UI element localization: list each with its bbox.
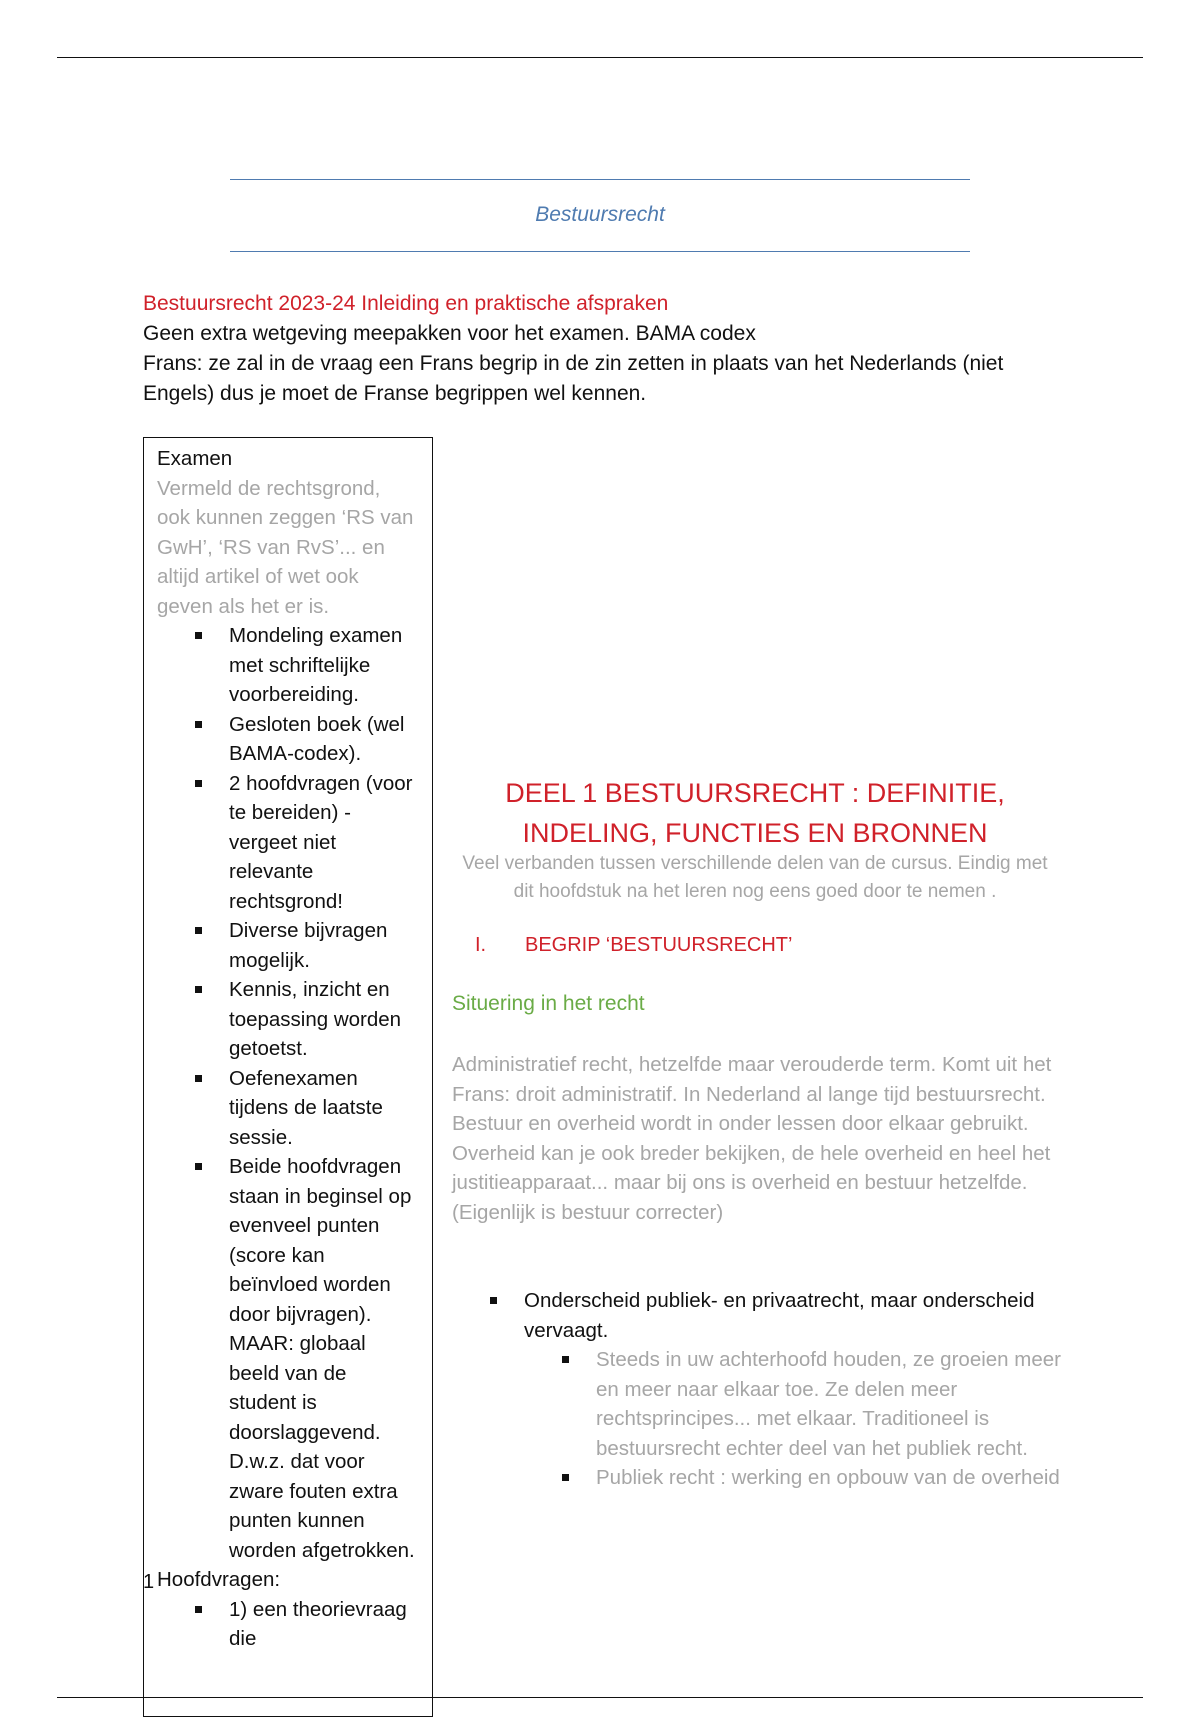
section-heading	[475, 934, 792, 957]
examen-list-item: Oefenexamen tijdens de laatste sessie.	[229, 1064, 418, 1153]
header-rule-top	[230, 179, 970, 180]
examen-list-item: Mondeling examen met schriftelijke voorbereiding.	[229, 621, 418, 710]
situering-paragraph-1: Administratief recht, hetzelfde maar verouderde term. Komt uit het Frans: droit administratif. In Nederland al lange tijd bestuursrecht.	[452, 1053, 1052, 1106]
examen-note: Vermeld de rechtsgrond, ook kunnen zeggen ‘RS van GwH’, ‘RS van RvS’... en altijd artikel of wet ook geven als het er is.	[157, 476, 414, 618]
examen-list-item: Beide hoofdvragen staan in beginsel op evenveel punten (score kan beïnvloed worden door bijvragen). MAAR: globaal beeld van de student is doorslaggevend. D.w.z. dat voor zware fouten extra punten kunnen worden afgetrokken.	[229, 1152, 418, 1565]
hoofdvragen-list	[157, 1595, 418, 1654]
examen-list-item: Kennis, inzicht en toepassing worden getoetst.	[229, 975, 418, 1064]
examen-list-item: Gesloten boek (wel BAMA-codex).	[229, 710, 418, 769]
onderscheid-item	[524, 1286, 1064, 1493]
section-title: BEGRIP ‘BESTUURSRECHT’	[525, 934, 793, 956]
subsection-heading: Situering in het recht	[452, 992, 645, 1015]
onderscheid-list	[452, 1286, 1064, 1493]
intro-heading: Bestuursrecht 2023-24 Inleiding en praktische afspraken	[143, 292, 669, 315]
onderscheid-subitem: Publiek recht : werking en opbouw van de overheid	[596, 1463, 1064, 1493]
document-header-title: Bestuursrecht	[535, 203, 665, 226]
page-bottom-rule	[57, 1697, 1143, 1698]
intro-line-2: Frans: ze zal in de vraag een Frans begrip in de zin zetten in plaats van het Nederlands (niet Engels) dus je moet de Franse begrippen wel kennen.	[143, 352, 1004, 405]
part-subtitle: Veel verbanden tussen verschillende delen van de cursus. Eindig met dit hoofdstuk na het leren nog eens goed door te nemen .	[462, 853, 1048, 902]
onderscheid-sub-list	[524, 1345, 1064, 1493]
examen-list-item: 2 hoofdvragen (voor te bereiden) - vergeet niet relevante rechtsgrond!	[229, 769, 418, 917]
hoofdvragen-list-item: 1) een theorievraag die	[229, 1595, 418, 1654]
onderscheid-subitem: Steeds in uw achterhoofd houden, ze groeien meer en meer naar elkaar toe. Ze delen meer rechtsprincipes... met elkaar. Traditioneel is bestuursrecht echter deel van het publiek recht.	[596, 1345, 1064, 1463]
intro-line-1: Geen extra wetgeving meepakken voor het examen. BAMA codex	[143, 322, 756, 345]
onderscheid-outer-list	[452, 1286, 1064, 1493]
page-top-rule	[57, 57, 1143, 58]
situering-paragraph-2: Bestuur en overheid wordt in onder lessen door elkaar gebruikt. Overheid kan je ook breder bekijken, de hele overheid en heel het justitieapparaat... maar bij ons is overheid en bestuur hetzelfde. (Eigenlijk is bestuur correcter)	[452, 1112, 1051, 1224]
page-number: 1	[143, 1571, 155, 1593]
examen-box	[143, 437, 433, 1717]
onderscheid-item-text: Onderscheid publiek- en privaatrecht, maar onderscheid vervaagt.	[524, 1289, 1035, 1342]
examen-list-item: Diverse bijvragen mogelijk.	[229, 916, 418, 975]
intro-section	[143, 289, 1063, 409]
section-number: I.	[475, 934, 487, 956]
part-title: DEEL 1 BESTUURSRECHT : DEFINITIE, INDELING, FUNCTIES EN BRONNEN	[505, 778, 1005, 848]
examen-list	[157, 621, 418, 1565]
situering-text	[452, 1050, 1064, 1227]
hoofdvragen-label: Hoofdvragen:	[157, 1568, 281, 1591]
examen-label: Examen	[157, 447, 233, 470]
header-rule-bottom	[230, 251, 970, 252]
